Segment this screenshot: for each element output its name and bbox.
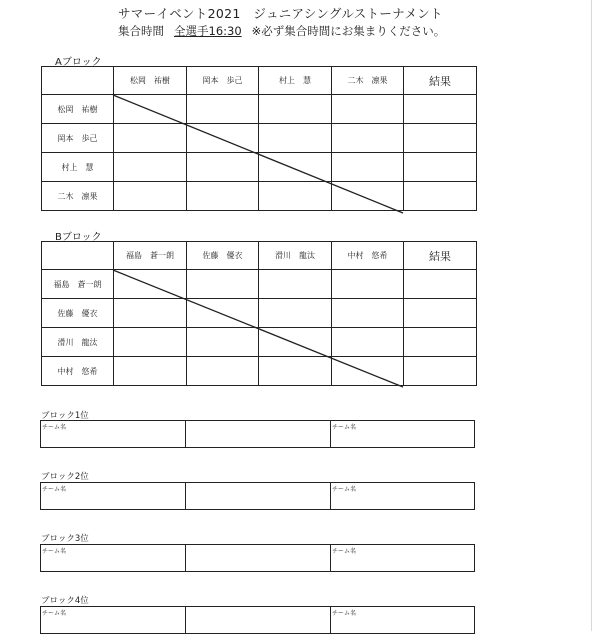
divider (330, 607, 331, 633)
block-a-row-player-3: 村上 慧 (42, 153, 114, 182)
result-cell (404, 124, 477, 153)
block-a-corner-cell (42, 67, 114, 95)
block-b-col-player-2: 佐藤 優衣 (187, 242, 259, 270)
block-a-col-player-1: 松岡 祐樹 (114, 67, 187, 95)
meeting-note: ※必ず集合時間にお集まりください。 (251, 24, 446, 38)
block-a-col-player-2: 岡本 歩己 (187, 67, 259, 95)
block-b-result-header: 結果 (404, 242, 477, 270)
match-cell (187, 357, 259, 386)
match-cell (332, 124, 404, 153)
match-cell (259, 153, 332, 182)
match-cell (187, 328, 259, 357)
block-b-row-2 (42, 299, 477, 328)
divider (330, 483, 331, 509)
match-cell (187, 95, 259, 124)
match-cell (114, 270, 187, 299)
match-cell (259, 270, 332, 299)
block-b-header-row (42, 242, 477, 270)
match-cell (114, 153, 187, 182)
block-a-row-3 (42, 153, 477, 182)
block-b-row-player-2: 佐藤 優衣 (42, 299, 114, 328)
rank-1-box (40, 420, 475, 448)
match-cell (114, 357, 187, 386)
block-b-row-3 (42, 328, 477, 357)
match-cell (332, 357, 404, 386)
meeting-info (118, 23, 445, 39)
document-title: サマーイベント2021 ジュニアシングルストーナメント (118, 6, 443, 21)
result-cell (404, 299, 477, 328)
match-cell (114, 182, 187, 211)
divider (185, 483, 186, 509)
rank-4-team-left: チーム名 (42, 610, 67, 617)
result-cell (404, 153, 477, 182)
block-a-col-player-4: 二木 凛果 (332, 67, 404, 95)
block-b-corner-cell (42, 242, 114, 270)
match-cell (259, 299, 332, 328)
rank-2-box (40, 482, 475, 510)
match-cell (114, 124, 187, 153)
rank-2-label: ブロック2位 (41, 472, 89, 482)
block-b-col-player-1: 福島 蒼一朗 (114, 242, 187, 270)
rank-3-box (40, 544, 475, 572)
rank-2-team-left: チーム名 (42, 486, 67, 493)
result-cell (404, 182, 477, 211)
match-cell (332, 182, 404, 211)
result-cell (404, 270, 477, 299)
block-a-row-player-2: 岡本 歩己 (42, 124, 114, 153)
block-b-row-player-3: 滑川 龍汰 (42, 328, 114, 357)
rank-2-team-right: チーム名 (332, 486, 357, 493)
match-cell (259, 182, 332, 211)
block-a-col-player-3: 村上 慧 (259, 67, 332, 95)
block-a-result-header: 結果 (404, 67, 477, 95)
match-cell (259, 357, 332, 386)
block-b-col-player-4: 中村 悠希 (332, 242, 404, 270)
match-cell (187, 270, 259, 299)
block-b-label: Bブロック (55, 232, 102, 243)
match-cell (332, 270, 404, 299)
result-cell (404, 95, 477, 124)
rank-1-label: ブロック1位 (41, 411, 89, 421)
block-b-row-player-1: 福島 蒼一朗 (42, 270, 114, 299)
block-b-row-player-4: 中村 悠希 (42, 357, 114, 386)
block-a-row-1 (42, 95, 477, 124)
block-a-row-2 (42, 124, 477, 153)
match-cell (114, 299, 187, 328)
block-a-row-player-4: 二木 凛果 (42, 182, 114, 211)
match-cell (187, 182, 259, 211)
block-b-table (41, 241, 477, 386)
rank-3-label: ブロック3位 (41, 534, 89, 544)
rank-1-team-left: チーム名 (42, 424, 67, 431)
match-cell (259, 328, 332, 357)
block-b-row-4 (42, 357, 477, 386)
match-cell (114, 328, 187, 357)
match-cell (187, 153, 259, 182)
divider (330, 545, 331, 571)
match-cell (332, 328, 404, 357)
rank-4-box (40, 606, 475, 634)
divider (330, 421, 331, 447)
block-a-table (41, 66, 477, 211)
divider (185, 545, 186, 571)
match-cell (259, 124, 332, 153)
result-cell (404, 357, 477, 386)
meeting-time: 全選手16:30 (174, 24, 242, 38)
match-cell (332, 153, 404, 182)
match-cell (187, 124, 259, 153)
block-a-label: Aブロック (55, 57, 102, 68)
match-cell (114, 95, 187, 124)
result-cell (404, 328, 477, 357)
match-cell (259, 95, 332, 124)
block-b-row-1 (42, 270, 477, 299)
page-edge (591, 0, 592, 631)
rank-3-team-left: チーム名 (42, 548, 67, 555)
rank-4-team-right: チーム名 (332, 610, 357, 617)
rank-1-team-right: チーム名 (332, 424, 357, 431)
divider (185, 607, 186, 633)
block-a-row-4 (42, 182, 477, 211)
rank-3-team-right: チーム名 (332, 548, 357, 555)
match-cell (332, 299, 404, 328)
meeting-label: 集合時間 (118, 24, 164, 38)
rank-4-label: ブロック4位 (41, 596, 89, 606)
block-b-col-player-3: 滑川 龍汰 (259, 242, 332, 270)
match-cell (332, 95, 404, 124)
divider (185, 421, 186, 447)
block-a-header-row (42, 67, 477, 95)
match-cell (187, 299, 259, 328)
block-a-row-player-1: 松岡 祐樹 (42, 95, 114, 124)
